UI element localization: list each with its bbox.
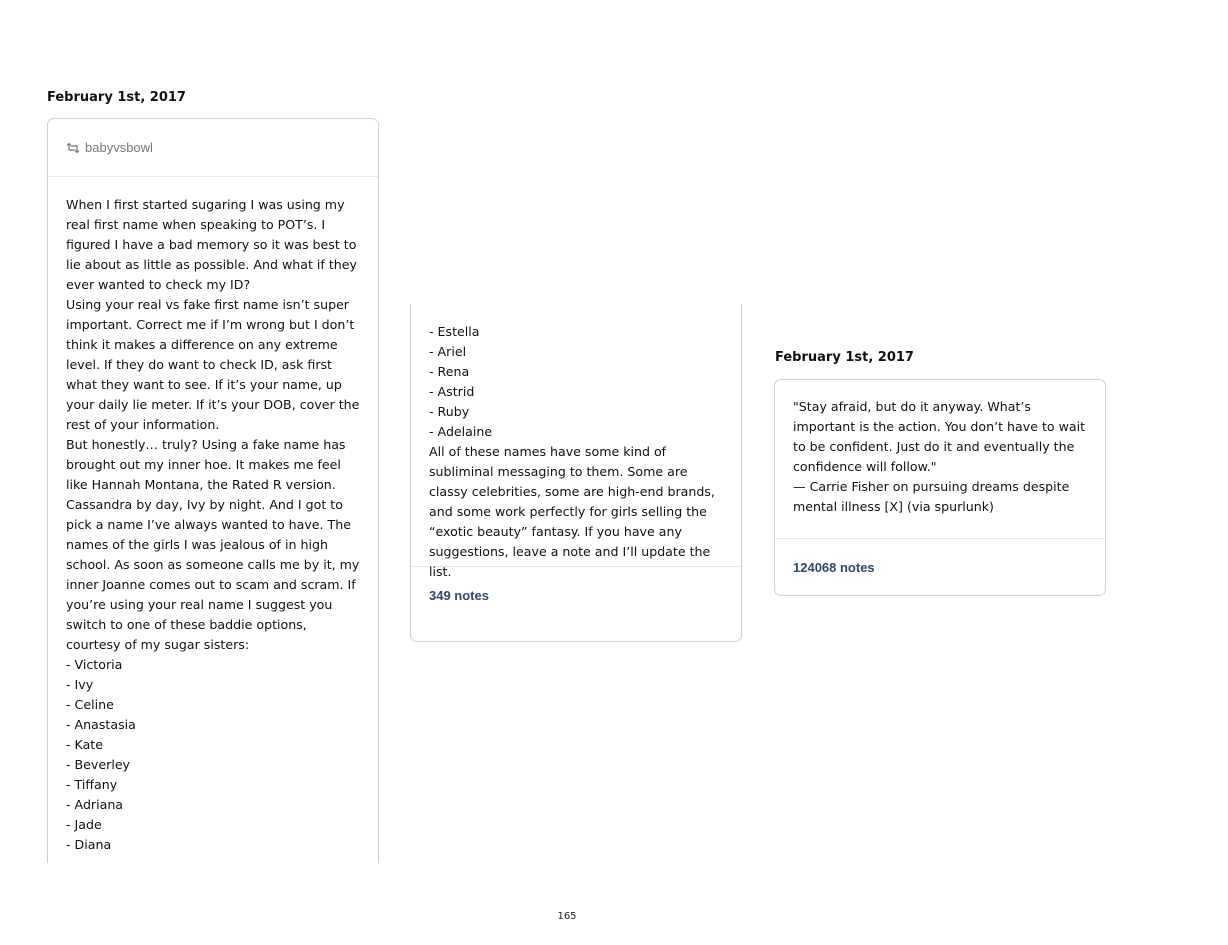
reblog-icon xyxy=(66,142,80,154)
paragraph: All of these names have some kind of subliminal messaging to them. Some are classy celebrities, some are high-end brands, and some work perfectly for girls selling the “exotic beauty” fantasy. If you have any suggestions, leave a note and I’ll update the list. xyxy=(429,444,715,579)
post-footer xyxy=(411,566,741,623)
paragraph: But honestly… truly? Using a fake name has brought out my inner hoe. It makes me feel like Hannah Montana, the Rated R version. Cassandra by day, Ivy by night. And I got to pick a name I’ve always wanted to have. The names of the girls I was jealous of in high school. As soon as someone calls me by it, my inner Joanne comes out to scam and scram. If you’re using your real name I suggest you switch to one of these baddie options, courtesy of my sugar sisters: xyxy=(66,437,360,652)
list-item: - Astrid xyxy=(429,384,475,399)
post-body xyxy=(48,177,378,855)
list-item: - Ariel xyxy=(429,344,467,359)
name-list xyxy=(66,655,360,855)
name-list xyxy=(429,322,723,442)
post-date: February 1st, 2017 xyxy=(47,90,186,105)
paragraph: When I first started sugaring I was using my real first name when speaking to POT’s. I figured I have a bad memory so it was best to lie about as little as possible. And what if they ever wanted to check my ID? xyxy=(66,197,357,292)
reblog-source-link[interactable]: babyvsbowl xyxy=(85,140,153,155)
list-item: - Kate xyxy=(66,737,103,752)
paragraph: Using your real vs fake first name isn’t super important. Correct me if I’m wrong but I don’t think it makes a difference on any extreme level. If they do want to check ID, ask first what they want to see. If it’s your name, up your daily lie meter. If it’s your DOB, cover the rest of your information. xyxy=(66,297,360,432)
list-item: - Adriana xyxy=(66,797,124,812)
page-number: 165 xyxy=(557,911,577,922)
list-item: - Diana xyxy=(66,837,112,852)
list-item: - Jade xyxy=(66,817,102,832)
post-date: February 1st, 2017 xyxy=(775,350,914,365)
post-body xyxy=(411,304,741,579)
list-item: - Estella xyxy=(429,324,480,339)
post-header xyxy=(48,119,378,177)
text-post xyxy=(47,118,379,863)
notes-count-link[interactable]: 349 notes xyxy=(429,587,489,603)
list-item: - Rena xyxy=(429,364,470,379)
list-item: - Ivy xyxy=(66,677,94,692)
quote-attribution: — Carrie Fisher on pursuing dreams despite mental illness [X] (via spurlunk) xyxy=(793,479,1070,514)
post-footer xyxy=(775,538,1105,595)
text-post-continuation xyxy=(410,304,742,642)
quote-text: "Stay afraid, but do it anyway. What’s important is the action. You don’t have to wait to be confident. Just do it and eventually the confidence will follow." xyxy=(793,399,1086,474)
list-item: - Anastasia xyxy=(66,717,136,732)
list-item: - Adelaine xyxy=(429,424,493,439)
list-item: - Ruby xyxy=(429,404,470,419)
list-item: - Victoria xyxy=(66,657,123,672)
list-item: - Celine xyxy=(66,697,114,712)
post-body xyxy=(775,380,1105,538)
notes-count-link[interactable]: 124068 notes xyxy=(793,559,875,575)
list-item: - Beverley xyxy=(66,757,131,772)
quote-post xyxy=(774,379,1106,596)
list-item: - Tiffany xyxy=(66,777,118,792)
